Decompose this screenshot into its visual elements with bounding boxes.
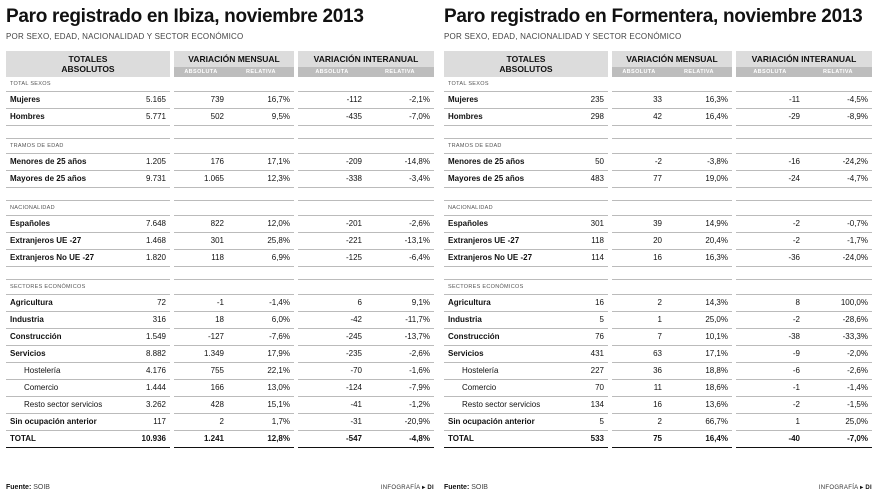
section-header: [6, 77, 434, 92]
row-label: Servicios: [444, 346, 552, 363]
table-row: [6, 414, 434, 431]
header-mensual: VARIACIÓN MENSUAL: [172, 51, 296, 67]
cell-monthly-abs: 63: [610, 346, 666, 363]
cell-total: 4.176: [114, 363, 172, 380]
cell-yearly-rel: 25,0%: [804, 414, 872, 431]
table-row: [6, 380, 434, 397]
cell-monthly-rel: -7,6%: [228, 329, 296, 346]
cell-monthly-abs: 16: [610, 397, 666, 414]
cell-yearly-abs: -2: [734, 397, 804, 414]
cell-monthly-abs: 16: [610, 250, 666, 267]
cell-yearly-abs: -125: [296, 250, 366, 267]
cell-monthly-abs: 7: [610, 329, 666, 346]
cell-monthly-abs: 301: [172, 233, 228, 250]
table-row: [6, 346, 434, 363]
cell-monthly-abs: 755: [172, 363, 228, 380]
cell-yearly-rel: -13,1%: [366, 233, 434, 250]
table-row: [6, 216, 434, 233]
row-label: Comercio: [6, 380, 114, 397]
cell-yearly-rel: 9,1%: [366, 295, 434, 312]
cell-total: 316: [114, 312, 172, 329]
cell-monthly-rel: 10,1%: [666, 329, 734, 346]
cell-yearly-rel: -2,0%: [804, 346, 872, 363]
cell-total: 117: [114, 414, 172, 431]
cell-yearly-rel: -2,6%: [366, 216, 434, 233]
subheader-absoluta: ABSOLUTA: [734, 67, 804, 77]
cell-total: 118: [552, 233, 610, 250]
cell-total: 227: [552, 363, 610, 380]
cell-yearly-abs: -112: [296, 92, 366, 109]
cell-yearly-abs: -2: [734, 312, 804, 329]
table-row: [444, 216, 872, 233]
cell-yearly-abs: -40: [734, 431, 804, 448]
cell-yearly-rel: -11,7%: [366, 312, 434, 329]
total-label: TOTAL: [6, 431, 114, 448]
cell-monthly-rel: 17,1%: [666, 346, 734, 363]
cell-monthly-rel: 12,3%: [228, 171, 296, 188]
cell-yearly-rel: -24,0%: [804, 250, 872, 267]
header-row: [444, 51, 872, 67]
panel-ibiza: [6, 0, 434, 495]
cell-yearly-rel: -1,6%: [366, 363, 434, 380]
panel-title: Paro registrado en Ibiza, noviembre 2013: [6, 6, 364, 27]
cell-monthly-rel: 13,0%: [228, 380, 296, 397]
panel-title: Paro registrado en Formentera, noviembre 2013: [444, 6, 863, 27]
cell-monthly-rel: 19,0%: [666, 171, 734, 188]
cell-monthly-rel: 15,1%: [228, 397, 296, 414]
section-label: SECTORES ECONÓMICOS: [444, 280, 610, 295]
cell-monthly-rel: 20,4%: [666, 233, 734, 250]
cell-total: 134: [552, 397, 610, 414]
cell-yearly-abs: -2: [734, 216, 804, 233]
cell-total: 483: [552, 171, 610, 188]
cell-yearly-rel: -33,3%: [804, 329, 872, 346]
cell-total: 70: [552, 380, 610, 397]
cell-yearly-rel: -7,0%: [366, 109, 434, 126]
row-label: Resto sector servicios: [6, 397, 114, 414]
header-totales: TOTALES ABSOLUTOS: [444, 51, 610, 77]
cell-monthly-rel: 1,7%: [228, 414, 296, 431]
row-label: Hombres: [444, 109, 552, 126]
table-row: [6, 233, 434, 250]
cell-yearly-abs: -41: [296, 397, 366, 414]
section-header: [444, 280, 872, 295]
cell-monthly-abs: -127: [172, 329, 228, 346]
table-row: [6, 154, 434, 171]
cell-yearly-abs: -38: [734, 329, 804, 346]
table-row: [6, 109, 434, 126]
cell-monthly-rel: 14,9%: [666, 216, 734, 233]
cell-monthly-abs: 176: [172, 154, 228, 171]
cell-monthly-abs: 428: [172, 397, 228, 414]
cell-yearly-rel: -3,4%: [366, 171, 434, 188]
cell-monthly-rel: 16,3%: [666, 250, 734, 267]
row-label: Hombres: [6, 109, 114, 126]
row-label: Industria: [6, 312, 114, 329]
cell-yearly-abs: -24: [734, 171, 804, 188]
subheader-absoluta: ABSOLUTA: [172, 67, 228, 77]
cell-monthly-abs: 822: [172, 216, 228, 233]
subheader-relativa: RELATIVA: [366, 67, 434, 77]
cell-total: 8.882: [114, 346, 172, 363]
cell-yearly-rel: -20,9%: [366, 414, 434, 431]
row-label: Mayores de 25 años: [444, 171, 552, 188]
cell-yearly-abs: -1: [734, 380, 804, 397]
cell-total: 10.936: [114, 431, 172, 448]
cell-yearly-abs: -16: [734, 154, 804, 171]
cell-monthly-abs: 42: [610, 109, 666, 126]
cell-yearly-abs: -209: [296, 154, 366, 171]
cell-total: 5.771: [114, 109, 172, 126]
cell-monthly-rel: 18,8%: [666, 363, 734, 380]
cell-monthly-abs: 2: [610, 295, 666, 312]
cell-monthly-rel: 16,7%: [228, 92, 296, 109]
cell-total: 5.165: [114, 92, 172, 109]
row-label: Construcción: [444, 329, 552, 346]
cell-total: 114: [552, 250, 610, 267]
cell-total: 72: [114, 295, 172, 312]
cell-yearly-abs: -11: [734, 92, 804, 109]
cell-yearly-rel: -0,7%: [804, 216, 872, 233]
section-header: [6, 139, 434, 154]
cell-total: 50: [552, 154, 610, 171]
cell-yearly-abs: -42: [296, 312, 366, 329]
cell-monthly-rel: 6,0%: [228, 312, 296, 329]
cell-yearly-rel: -4,8%: [366, 431, 434, 448]
cell-total: 533: [552, 431, 610, 448]
section-header: [444, 77, 872, 92]
cell-monthly-abs: 11: [610, 380, 666, 397]
cell-monthly-rel: 66,7%: [666, 414, 734, 431]
cell-yearly-rel: -1,5%: [804, 397, 872, 414]
table-row: [444, 233, 872, 250]
spacer-row: [6, 267, 434, 280]
row-label: Extranjeros No UE -27: [6, 250, 114, 267]
cell-monthly-rel: 25,0%: [666, 312, 734, 329]
cell-yearly-rel: -4,7%: [804, 171, 872, 188]
table-row: [444, 171, 872, 188]
cell-yearly-abs: -547: [296, 431, 366, 448]
cell-yearly-abs: -338: [296, 171, 366, 188]
cell-yearly-abs: -31: [296, 414, 366, 431]
cell-total: 7.648: [114, 216, 172, 233]
cell-monthly-abs: 36: [610, 363, 666, 380]
row-label: Mujeres: [6, 92, 114, 109]
cell-yearly-abs: -6: [734, 363, 804, 380]
cell-monthly-abs: 1.349: [172, 346, 228, 363]
cell-yearly-abs: -435: [296, 109, 366, 126]
panel-subtitle: POR SEXO, EDAD, NACIONALIDAD Y SECTOR ECONÓMICO: [444, 32, 682, 41]
cell-monthly-abs: 118: [172, 250, 228, 267]
cell-yearly-abs: -9: [734, 346, 804, 363]
header-totales: TOTALES ABSOLUTOS: [6, 51, 172, 77]
row-label: Mayores de 25 años: [6, 171, 114, 188]
cell-yearly-abs: -70: [296, 363, 366, 380]
panel-subtitle: POR SEXO, EDAD, NACIONALIDAD Y SECTOR ECONÓMICO: [6, 32, 244, 41]
cell-monthly-rel: 17,9%: [228, 346, 296, 363]
table-row: [444, 295, 872, 312]
spacer-row: [6, 188, 434, 201]
cell-monthly-rel: 12,8%: [228, 431, 296, 448]
cell-yearly-abs: 1: [734, 414, 804, 431]
row-label: Extranjeros No UE -27: [444, 250, 552, 267]
subheader-absoluta: ABSOLUTA: [610, 67, 666, 77]
table-row: [6, 329, 434, 346]
cell-monthly-abs: 39: [610, 216, 666, 233]
unemployment-table: [6, 51, 434, 448]
cell-monthly-rel: 16,3%: [666, 92, 734, 109]
cell-yearly-rel: -6,4%: [366, 250, 434, 267]
row-label: Sin ocupación anterior: [6, 414, 114, 431]
cell-monthly-abs: 1.241: [172, 431, 228, 448]
cell-monthly-abs: 166: [172, 380, 228, 397]
table-row: [444, 109, 872, 126]
cell-yearly-rel: -2,6%: [804, 363, 872, 380]
total-label: TOTAL: [444, 431, 552, 448]
table-row: [6, 312, 434, 329]
cell-total: 9.731: [114, 171, 172, 188]
cell-total: 3.262: [114, 397, 172, 414]
table-row: [444, 380, 872, 397]
table-row: [444, 92, 872, 109]
cell-yearly-rel: -7,0%: [804, 431, 872, 448]
cell-yearly-rel: -28,6%: [804, 312, 872, 329]
table-row: [444, 346, 872, 363]
section-label: TRAMOS DE EDAD: [6, 139, 172, 154]
subheader-relativa: RELATIVA: [804, 67, 872, 77]
footer: [444, 484, 872, 491]
cell-monthly-rel: 6,9%: [228, 250, 296, 267]
cell-total: 301: [552, 216, 610, 233]
cell-monthly-abs: 739: [172, 92, 228, 109]
credit: INFOGRAFÍA ▸ DI: [380, 485, 434, 491]
cell-monthly-abs: 20: [610, 233, 666, 250]
cell-total: 1.468: [114, 233, 172, 250]
header-interanual: VARIACIÓN INTERANUAL: [734, 51, 872, 67]
cell-monthly-abs: -1: [172, 295, 228, 312]
cell-total: 5: [552, 312, 610, 329]
cell-monthly-rel: 22,1%: [228, 363, 296, 380]
table-row: [444, 312, 872, 329]
cell-monthly-rel: 17,1%: [228, 154, 296, 171]
section-label: TOTAL SEXOS: [444, 77, 610, 92]
table-row: [6, 250, 434, 267]
cell-monthly-rel: 18,6%: [666, 380, 734, 397]
cell-yearly-rel: -24,2%: [804, 154, 872, 171]
cell-yearly-rel: -13,7%: [366, 329, 434, 346]
cell-yearly-abs: -2: [734, 233, 804, 250]
table-row: [6, 363, 434, 380]
cell-monthly-abs: 1.065: [172, 171, 228, 188]
cell-monthly-rel: 12,0%: [228, 216, 296, 233]
cell-monthly-rel: 9,5%: [228, 109, 296, 126]
cell-total: 298: [552, 109, 610, 126]
row-label: Construcción: [6, 329, 114, 346]
cell-monthly-abs: 2: [610, 414, 666, 431]
table-row: [6, 397, 434, 414]
row-label: Agricultura: [444, 295, 552, 312]
cell-yearly-abs: -201: [296, 216, 366, 233]
cell-yearly-rel: -2,1%: [366, 92, 434, 109]
header-mensual: VARIACIÓN MENSUAL: [610, 51, 734, 67]
cell-yearly-rel: -7,9%: [366, 380, 434, 397]
section-header: [444, 139, 872, 154]
cell-yearly-rel: -4,5%: [804, 92, 872, 109]
cell-monthly-rel: 16,4%: [666, 431, 734, 448]
cell-total: 76: [552, 329, 610, 346]
cell-monthly-rel: 25,8%: [228, 233, 296, 250]
cell-total: 235: [552, 92, 610, 109]
source: Fuente: SOIB: [6, 484, 50, 491]
cell-monthly-abs: 33: [610, 92, 666, 109]
header-interanual: VARIACIÓN INTERANUAL: [296, 51, 434, 67]
total-row: [6, 431, 434, 448]
cell-monthly-abs: 1: [610, 312, 666, 329]
cell-monthly-abs: 77: [610, 171, 666, 188]
subheader-relativa: RELATIVA: [666, 67, 734, 77]
cell-monthly-abs: 18: [172, 312, 228, 329]
spacer-row: [6, 126, 434, 139]
total-row: [444, 431, 872, 448]
cell-yearly-rel: -14,8%: [366, 154, 434, 171]
section-header: [6, 280, 434, 295]
cell-total: 16: [552, 295, 610, 312]
cell-total: 1.820: [114, 250, 172, 267]
row-label: Menores de 25 años: [444, 154, 552, 171]
cell-yearly-abs: -29: [734, 109, 804, 126]
section-header: [6, 201, 434, 216]
table-row: [444, 250, 872, 267]
table-row: [444, 154, 872, 171]
unemployment-table: [444, 51, 872, 448]
table-row: [6, 295, 434, 312]
row-label: Hostelería: [444, 363, 552, 380]
table-row: [444, 363, 872, 380]
table-row: [6, 171, 434, 188]
section-label: NACIONALIDAD: [6, 201, 172, 216]
spacer-row: [444, 188, 872, 201]
cell-monthly-abs: -2: [610, 154, 666, 171]
cell-yearly-abs: -245: [296, 329, 366, 346]
row-label: Agricultura: [6, 295, 114, 312]
panel-formentera: [444, 0, 872, 495]
header-row: [6, 51, 434, 67]
row-label: Españoles: [444, 216, 552, 233]
cell-yearly-abs: -221: [296, 233, 366, 250]
cell-total: 1.444: [114, 380, 172, 397]
subheader-relativa: RELATIVA: [228, 67, 296, 77]
table-row: [444, 414, 872, 431]
cell-monthly-rel: -3,8%: [666, 154, 734, 171]
table-row: [6, 92, 434, 109]
row-label: Servicios: [6, 346, 114, 363]
section-label: SECTORES ECONÓMICOS: [6, 280, 172, 295]
table-row: [444, 329, 872, 346]
subheader-absoluta: ABSOLUTA: [296, 67, 366, 77]
cell-yearly-rel: 100,0%: [804, 295, 872, 312]
cell-yearly-abs: -36: [734, 250, 804, 267]
cell-monthly-abs: 502: [172, 109, 228, 126]
section-label: NACIONALIDAD: [444, 201, 610, 216]
source: Fuente: SOIB: [444, 484, 488, 491]
cell-yearly-rel: -2,6%: [366, 346, 434, 363]
cell-yearly-abs: 6: [296, 295, 366, 312]
row-label: Resto sector servicios: [444, 397, 552, 414]
cell-monthly-rel: 16,4%: [666, 109, 734, 126]
cell-monthly-abs: 2: [172, 414, 228, 431]
cell-yearly-rel: -8,9%: [804, 109, 872, 126]
cell-total: 5: [552, 414, 610, 431]
cell-total: 431: [552, 346, 610, 363]
credit: INFOGRAFÍA ▸ DI: [818, 485, 872, 491]
cell-monthly-abs: 75: [610, 431, 666, 448]
row-label: Comercio: [444, 380, 552, 397]
row-label: Españoles: [6, 216, 114, 233]
section-label: TRAMOS DE EDAD: [444, 139, 610, 154]
cell-monthly-rel: 13,6%: [666, 397, 734, 414]
cell-total: 1.549: [114, 329, 172, 346]
footer: [6, 484, 434, 491]
cell-yearly-abs: 8: [734, 295, 804, 312]
row-label: Hostelería: [6, 363, 114, 380]
cell-yearly-rel: -1,2%: [366, 397, 434, 414]
spacer-row: [444, 267, 872, 280]
row-label: Extranjeros UE -27: [444, 233, 552, 250]
row-label: Sin ocupación anterior: [444, 414, 552, 431]
cell-yearly-abs: -124: [296, 380, 366, 397]
cell-monthly-rel: -1,4%: [228, 295, 296, 312]
cell-yearly-rel: -1,4%: [804, 380, 872, 397]
table-row: [444, 397, 872, 414]
row-label: Menores de 25 años: [6, 154, 114, 171]
cell-yearly-abs: -235: [296, 346, 366, 363]
cell-monthly-rel: 14,3%: [666, 295, 734, 312]
cell-yearly-rel: -1,7%: [804, 233, 872, 250]
cell-total: 1.205: [114, 154, 172, 171]
row-label: Industria: [444, 312, 552, 329]
section-label: TOTAL SEXOS: [6, 77, 172, 92]
row-label: Mujeres: [444, 92, 552, 109]
row-label: Extranjeros UE -27: [6, 233, 114, 250]
section-header: [444, 201, 872, 216]
spacer-row: [444, 126, 872, 139]
